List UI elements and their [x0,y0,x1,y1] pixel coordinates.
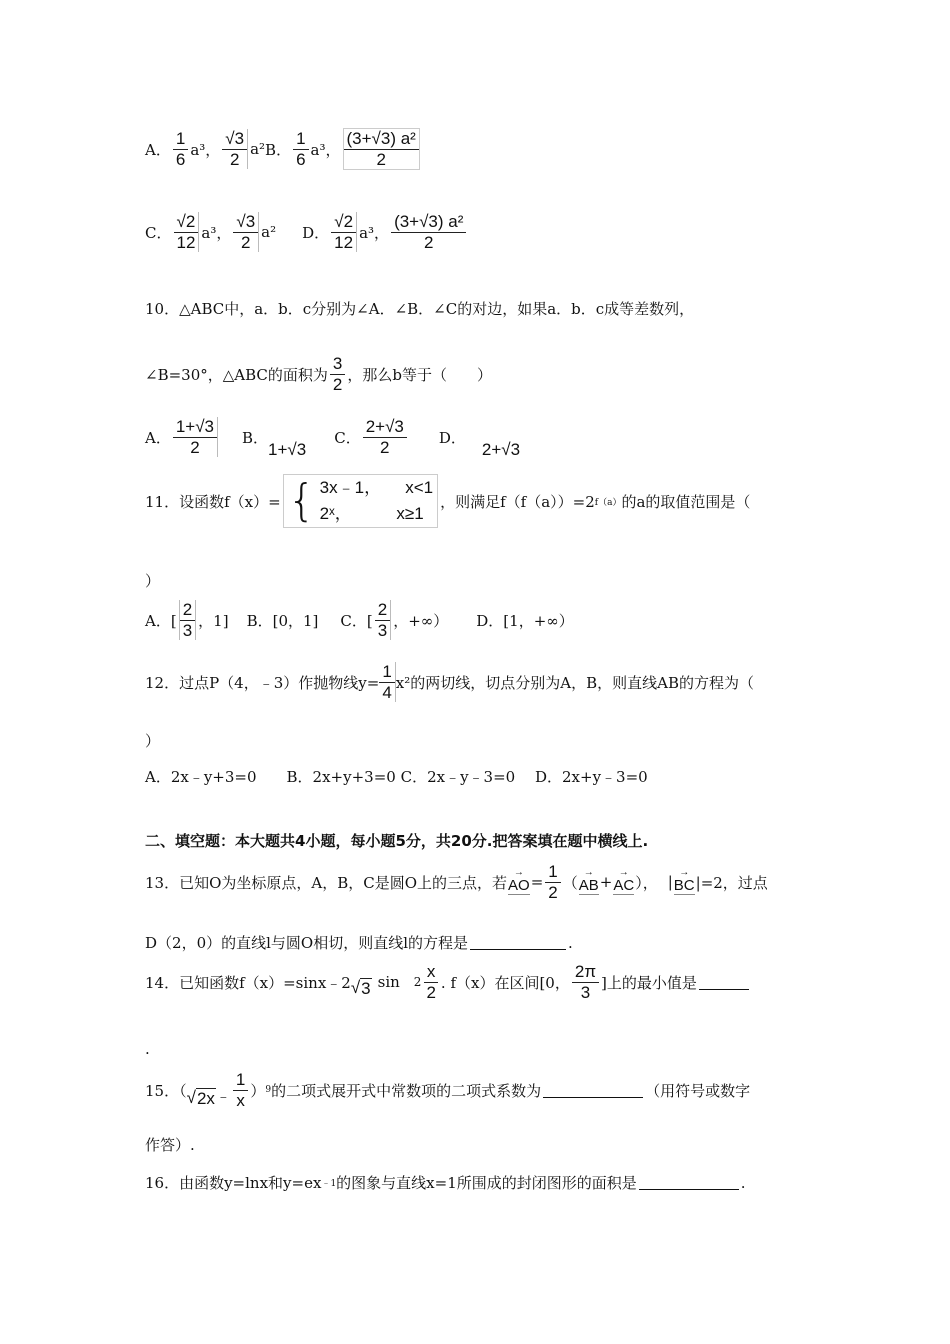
q9-a-text-1: a³， [190,140,221,159]
q15-sqrt-2x: √ 2x [186,1087,215,1108]
q11-brace: { [287,475,316,526]
q15-tail: （用符号或数字 [645,1081,751,1100]
q9-c-text-2: a² [261,223,277,242]
q9-b-text-1: a³， [310,140,341,159]
q14-answer-blank[interactable] [699,975,749,990]
q10-option-c-value: $\frac{2+√3}{2}$ [363,417,407,457]
q16-end: . [740,1173,746,1192]
q11-pre: 11．设函数f（x）= [145,492,281,511]
q12-fraction: $\frac{1}{4}$ [379,662,395,702]
q14-x-fraction: $\frac{x}{2}$ [423,962,438,1002]
q10-options [145,414,520,460]
q9-a-fraction-2: $\frac{√3}{2}$ [222,129,248,169]
q13-abs-right: |=2，过点 [695,873,768,892]
q13-rparen: ）， [635,873,658,892]
q9-c-text-1: a³， [201,223,232,242]
q9-a-text-2: a² [250,140,266,159]
q14-sin: sin [377,973,400,992]
q13-line2-end: . [568,933,573,952]
q16-stem [145,1172,746,1193]
q13-answer-blank[interactable] [470,935,566,950]
q15-post: 的二项式展开式中常数项的二项式系数为 [271,1081,542,1100]
q13-vector-ab: → AB [578,867,599,895]
q15-exponent: 9 [265,1085,272,1096]
q10-line2-pre: ∠B=30°，△ABC的面积为 [145,365,328,384]
q11-option-c-fraction: $\frac{2}{3}$ [375,600,391,640]
q13-pre: 13．已知O为坐标原点，A，B，C是圆O上的三点，若 [145,873,508,892]
q13-vector-bc: → BC [673,867,695,895]
q11-piecewise [283,474,438,528]
q10-option-b-label: B． [242,428,269,447]
q10-option-d-value: 2+√3 [481,440,521,459]
q11-post: ，则满足f（f（a））=2 [440,492,595,511]
q11-cond-1: x<1 [405,478,434,497]
q14-mid: . f（x）在区间[0， [440,973,570,992]
q12-post: x²的两切线，切点分别为A，B，则直线AB的方程为（ [395,673,754,692]
q16-post: 的图象与直线x=1所围成的封闭图形的面积是 [336,1174,637,1192]
q10-option-b-value: 1+√3 [268,440,307,459]
q13-lparen: （ [562,873,578,892]
q9-option-c-label: C． [145,223,172,242]
q10-line2-post: ，那么b等于（ ） [347,365,492,384]
q11-option-c-label: C．[ [340,611,373,630]
q11-option-a-label: A．[ [145,611,177,630]
q16-answer-blank[interactable] [639,1175,739,1190]
q9-a-fraction-1: $\frac{1}{6}$ [173,129,188,169]
q16-superscript: ﹣1 [321,1179,337,1189]
q14-stem-line-1 [145,962,751,1002]
q14-exponent: 2 [413,975,422,990]
q11-options [145,600,574,640]
q13-stem-line-1 [145,862,768,902]
q14-sqrt-3: √ 3 [350,977,371,998]
q13-plus: + [599,873,613,892]
q9-option-d-label: D． [302,223,330,242]
q15-stem-line-1 [145,1070,750,1110]
q10-option-a-value: $\frac{1+√3}{2}$ [173,417,218,457]
q11-option-c-post: ，+∞） [393,611,449,630]
q15-minus: ﹣ [215,1086,231,1105]
q13-stem-line-2 [145,932,573,953]
q9-b-fraction-2: $\frac{\text{(3+√3) a²}}{2}$ [343,128,420,170]
q11-case-1: 3x﹣1， [319,478,382,497]
q14-pre: 14．已知函数f（x）=sinx﹣2 [145,973,351,992]
q11-option-b: B．[0，1] [246,611,319,630]
q11-option-d: D．[1，+∞） [476,611,574,630]
q12-options: A．2x﹣y+3=0 B．2x+y+3=0 C．2x﹣y﹣3=0 D．2x+y﹣3=0 [145,768,648,786]
q12-stem-line-1 [145,662,754,702]
q13-vector-ac: → AC [613,867,635,895]
q9-option-b-label: B． [265,140,292,159]
q13-vector-ao: → AO [508,867,530,895]
q15-fraction: $\frac{1}{x}$ [233,1070,248,1110]
section-2-heading: 二、填空题：本大题共4小题，每小题5分，共20分.把答案填在题中横线上. [145,832,649,850]
q9-options-ab [145,128,422,170]
q9-options-cd [145,212,468,252]
q10-stem-line-1: 10．△ABC中，a．b．c分别为∠A．∠B．∠C的对边，如果a．b．c成等差数列， [145,300,695,318]
q16-pre: 16．由函数y=lnx和y=ex [145,1174,322,1192]
q11-cond-2: x≥1 [396,504,424,523]
q11-option-a-fraction: $\frac{2}{3}$ [179,600,196,640]
q14-stem-line-2: . [145,1040,150,1058]
q11-option-a-post: ，1] [198,611,229,630]
q13-abs-left: | [667,873,673,892]
q9-d-fraction-2: $\frac{\text{(3+√3) a²}}{2}$ [391,212,466,252]
q10-area-fraction: $\frac{3}{2}$ [330,354,345,394]
q10-option-d-label: D． [438,428,466,447]
q9-d-text-1: a³， [359,223,390,242]
q9-c-fraction-2: $\frac{√3}{2}$ [233,212,259,252]
q11-post2: 的a的取值范围是（ [621,492,751,511]
q10-option-a-label: A． [145,428,171,447]
q12-pre: 12．过点P（4，﹣3）作抛物线y= [145,673,380,692]
q9-b-fraction-1: $\frac{1}{6}$ [293,129,308,169]
q9-d-fraction-1: $\frac{√2}{12}$ [331,212,357,252]
q11-superscript: f（a） [594,497,622,508]
q15-close: ） [250,1081,266,1100]
q13-fraction: $\frac{1}{2}$ [545,862,560,902]
q10-option-c-label: C． [334,428,361,447]
q13-equals: = [530,873,544,892]
q12-stem-line-2: ） [145,732,161,750]
q9-option-a-label: A． [145,140,171,159]
q15-stem-line-2: 作答）. [145,1136,195,1154]
q15-answer-blank[interactable] [543,1083,643,1098]
q13-line2: D（2，0）的直线l与圆O相切，则直线l的方程是 [145,934,469,952]
q10-stem-line-2 [145,354,492,394]
q11-case-2: 2ˣ， [319,504,352,523]
q11-stem-line-1 [145,474,750,528]
q9-c-fraction-1: $\frac{√2}{12}$ [173,212,199,252]
q14-post: ]上的最小值是 [601,973,697,992]
q14-pi-fraction: $\frac{2\pi}{3}$ [572,962,599,1002]
q15-pre: 15．（ [145,1081,187,1100]
q11-stem-line-2: ） [145,572,161,590]
